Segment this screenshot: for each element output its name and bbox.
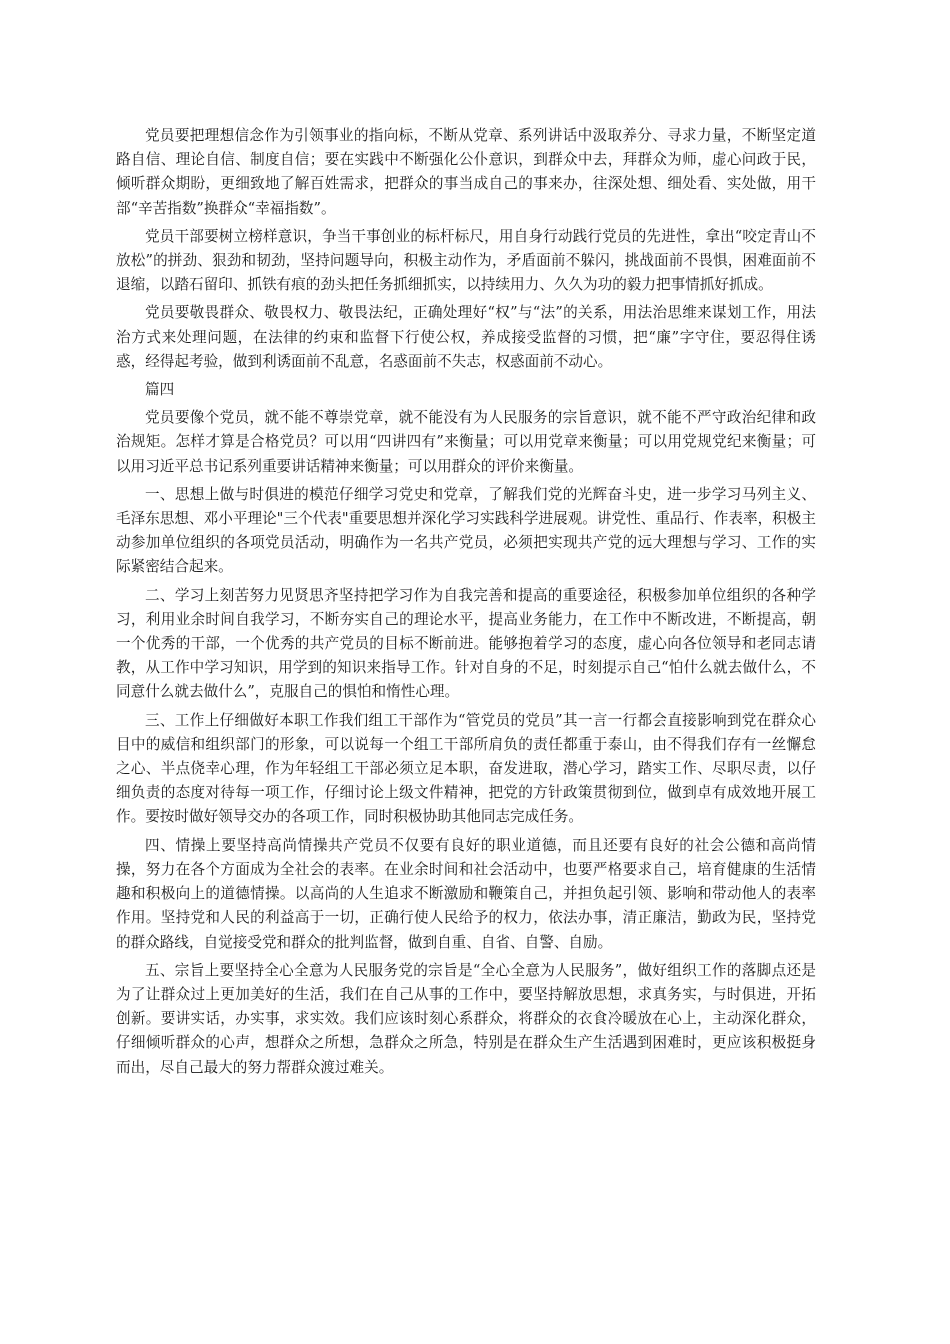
- paragraph-purpose: 五、宗旨上要坚持全心全意为人民服务党的宗旨是“全心全意为人民服务”，做好组织工作的落脚点还是为了让群众过上更加美好的生活，我们在自己从事的工作中，要坚持解放思想，求真务实，与时俱进，开拓创新。要讲实话，办实事，求实效。我们应该时刻心系群众，将群众的衣食冷暖放在心上，主动深化群众，仔细倾听群众的心声，想群众之所想，急群众之所急，特别是在群众生产生活遇到困难时，更应该积极挺身而出，尽自己最大的努力帮群众渡过难关。: [116, 961, 816, 1076]
- section-heading: 篇四: [145, 381, 175, 399]
- paragraph-qualified-member: 党员要像个党员，就不能不尊崇党章，就不能没有为人民服务的宗旨意识，就不能不严守政治纪律和政治规矩。怎样才算是合格党员？可以用“四讲四有”来衡量；可以用党章来衡量；可以用党规党纪来衡量；可以用习近平总书记系列重要讲话精神来衡量；可以用群众的评价来衡量。: [116, 409, 816, 475]
- document-body: [116, 124, 816, 1084]
- paragraph-respect-law: 党员要敬畏群众、敬畏权力、敬畏法纪，正确处理好“权”与“法”的关系，用法治思维来谋划工作，用法治方式来处理问题，在法律的约束和监督下行使公权，养成接受监督的习惯，把“廉”字守住，要忍得住诱惑，经得起考验，做到利诱面前不乱意，名惑面前不失志，权惑面前不动心。: [116, 304, 816, 370]
- paragraph-study: 二、学习上刻苦努力见贤思齐坚持把学习作为自我完善和提高的重要途径，积极参加单位组织的各种学习，利用业余时间自我学习，不断夯实自己的理论水平，提高业务能力，在工作中不断改进，不断提高，朝一个优秀的干部，一个优秀的共产党员的目标不断前进。能够抱着学习的态度，虚心向各位领导和老同志请教，从工作中学习知识，用学到的知识来指导工作。针对自身的不足，时刻提示自己“怕什么就去做什么，不同意什么就去做什么”，克服自己的惧怕和惰性心理。: [116, 586, 816, 701]
- paragraph-work: 三、工作上仔细做好本职工作我们组工干部作为“管党员的党员”其一言一行都会直接影响到党在群众心目中的威信和组织部门的形象，可以说每一个组工干部所肩负的责任都重于泰山，由不得我们存有一丝懈怠之心、半点侥幸心理，作为年轻组工干部必须立足本职，奋发进取，潜心学习，踏实工作、尽职尽责，以仔细负责的态度对待每一项工作，仔细讨论上级文件精神，把党的方针政策贯彻到位，做到卓有成效地开展工作。要按时做好领导交办的各项工作，同时积极协助其他同志完成任务。: [116, 711, 816, 826]
- paragraph-thought: 一、思想上做与时俱进的模范仔细学习党史和党章，了解我们党的光辉奋斗史，进一步学习马列主义、毛泽东思想、邓小平理论"三个代表"重要思想并深化学习实践科学进展观。讲党性、重品行、作表率，积极主动参加单位组织的各项党员活动，明确作为一名共产党员，必须把实现共产党的远大理想与学习、工作的实际紧密结合起来。: [116, 485, 816, 576]
- paragraph-ideals: 党员要把理想信念作为引领事业的指向标，不断从党章、系列讲话中汲取养分、寻求力量，不断坚定道路自信、理论自信、制度自信；要在实践中不断强化公仆意识，到群众中去，拜群众为师，虚心问政于民，倾听群众期盼，更细致地了解百姓需求，把群众的事当成自己的事来办，往深处想、细处看、实处做，用干部“辛苦指数”换群众“幸福指数”。: [116, 127, 816, 217]
- paragraph-sentiment: 四、情操上要坚持高尚情操共产党员不仅要有良好的职业道德，而且还要有良好的社会公德和高尚情操，努力在各个方面成为全社会的表率。在业余时间和社会活动中，也要严格要求自己，培育健康的生活情趣和积极向上的道德情操。以高尚的人生追求不断激励和鞭策自己，并担负起引领、影响和带动他人的表率作用。坚持党和人民的利益高于一切，正确行使人民给予的权力，依法办事，清正廉洁，勤政为民，坚持党的群众路线，自觉接受党和群众的批判监督，做到自重、自省、自警、自励。: [116, 836, 816, 951]
- paragraph-role-model: 党员干部要树立榜样意识，争当干事创业的标杆标尺，用自身行动践行党员的先进性，拿出“咬定青山不放松”的拼劲、狠劲和韧劲，坚持问题导向，积极主动作为，矛盾面前不躲闪，挑战面前不畏惧，困难面前不退缩，以踏石留印、抓铁有痕的劲头把任务抓细抓实，以持续用力、久久为功的毅力把事情抓好抓成。: [116, 227, 816, 294]
